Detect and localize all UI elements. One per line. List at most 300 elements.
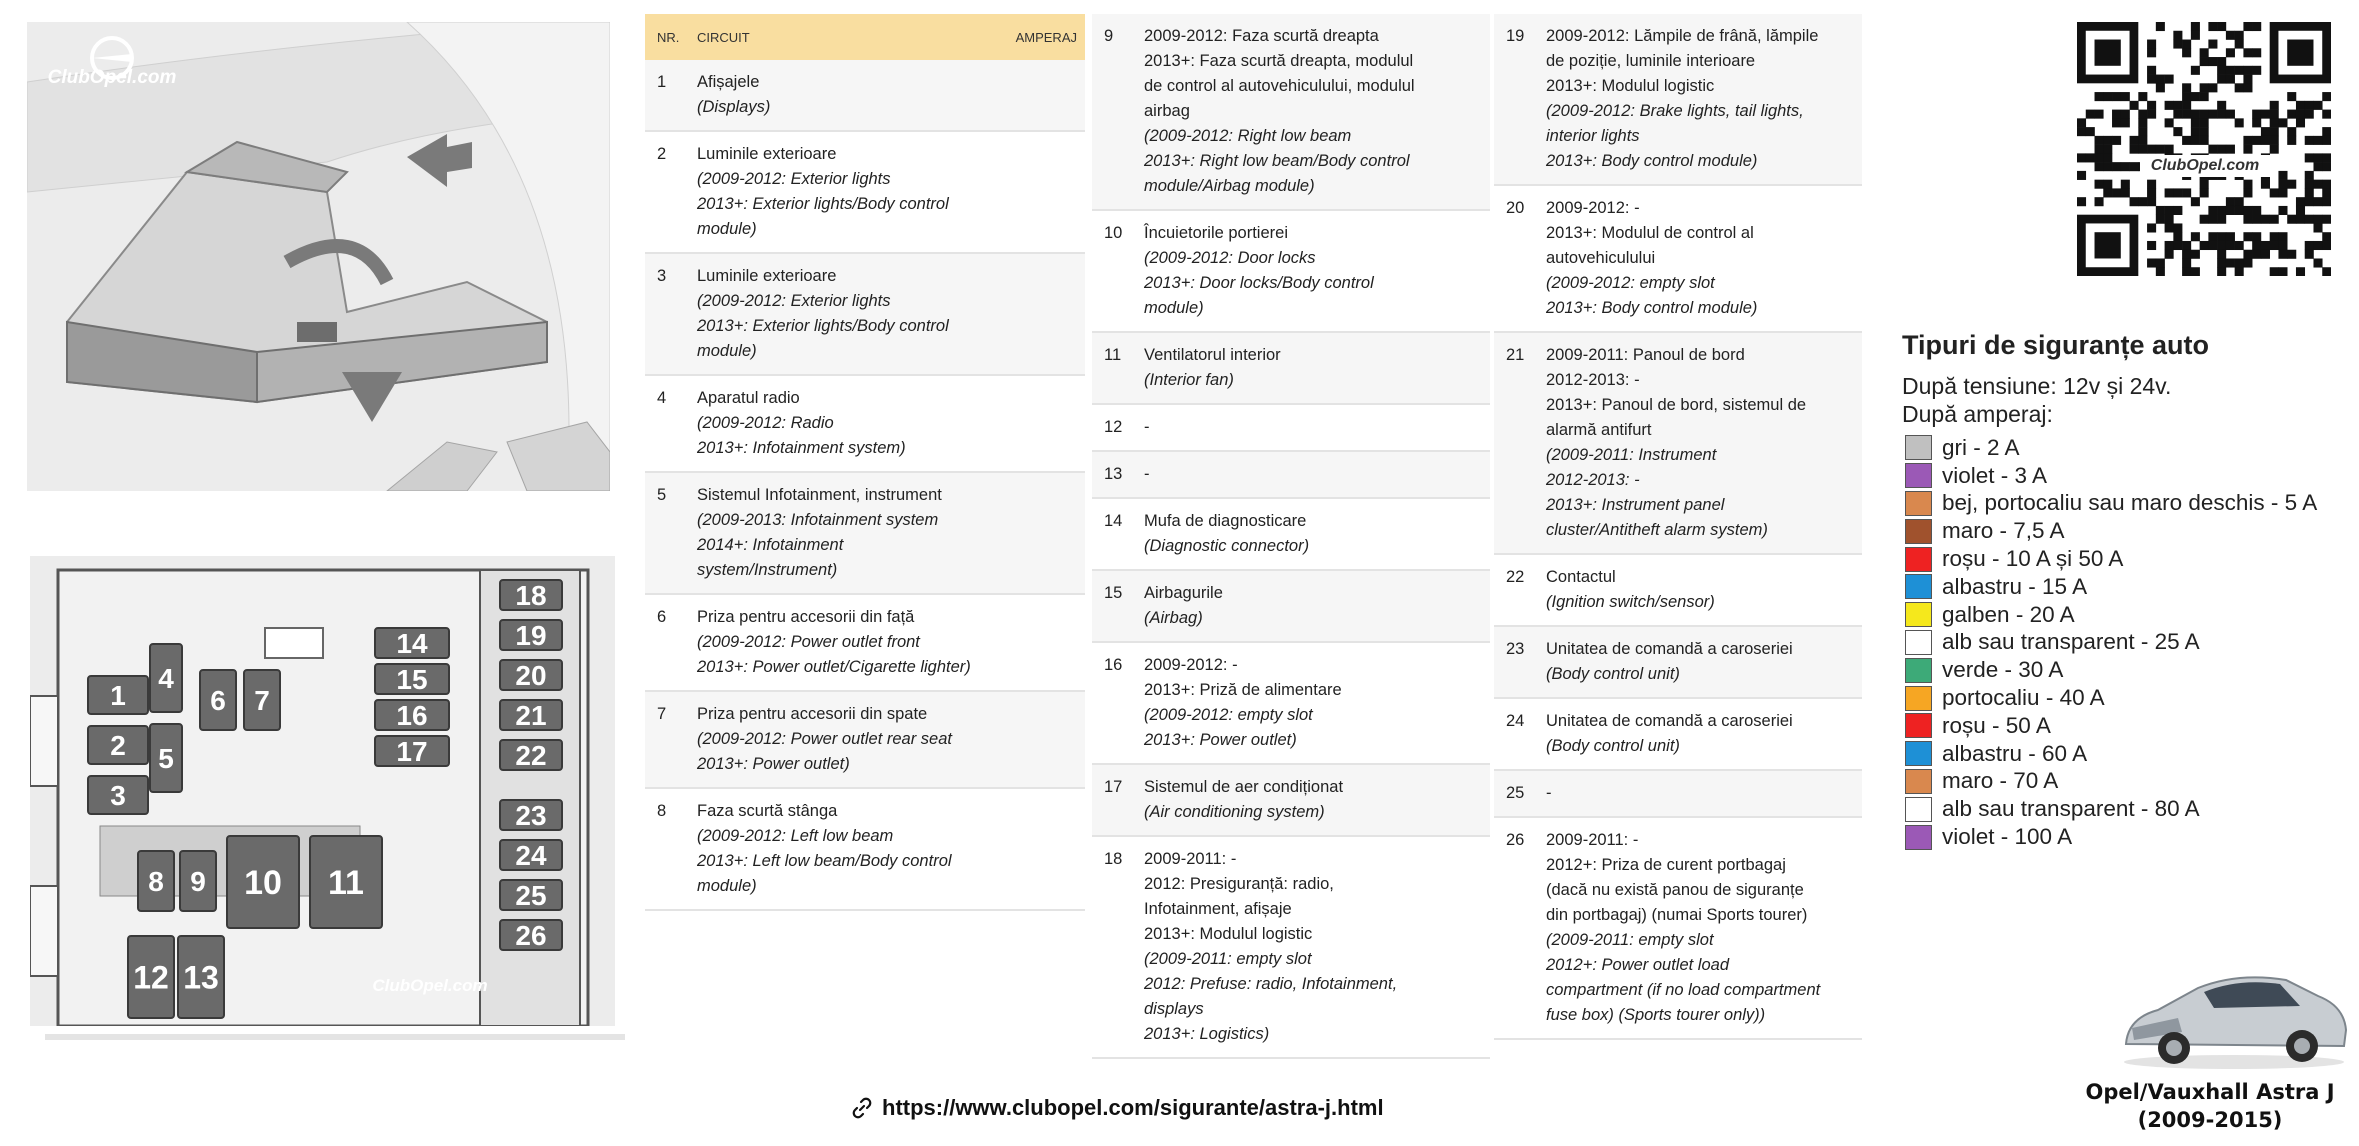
legend-amperage: 15 A bbox=[2042, 573, 2088, 599]
fuse-label: 6 bbox=[210, 685, 226, 717]
fuse-label: 4 bbox=[158, 663, 174, 695]
circuit-description: Priza pentru accesorii din spate bbox=[697, 705, 928, 723]
fuse-label: 3 bbox=[110, 780, 126, 812]
circuit-description: Sistemul Infotainment, instrument bbox=[697, 486, 942, 504]
dashboard-drawing bbox=[27, 22, 610, 491]
fuse-slot bbox=[500, 620, 562, 651]
fuse-number: 1 bbox=[657, 73, 667, 91]
legend-title: Tipuri de siguranțe auto bbox=[1902, 330, 2210, 360]
circuit-translation: (2009-2012: Right low beam bbox=[1144, 127, 1352, 145]
circuit-translation: 2013+: Infotainment system) bbox=[697, 439, 906, 457]
circuit-translation: 2013+: Door locks/Body control bbox=[1144, 274, 1374, 292]
legend-amperage: 5 A bbox=[2284, 490, 2318, 516]
fuse-row bbox=[1494, 333, 1862, 555]
circuit-description: 2012: Presiguranță: radio, bbox=[1144, 875, 1334, 893]
color-swatch bbox=[1905, 658, 1932, 683]
circuit-description: 2012-2013: - bbox=[1546, 371, 1640, 389]
circuit-description: 2009-2012: - bbox=[1144, 656, 1238, 674]
fuse-label: 17 bbox=[396, 736, 428, 768]
fuse-label: 7 bbox=[254, 685, 270, 717]
legend-separator: - bbox=[2009, 601, 2030, 627]
fuse-label: 2 bbox=[110, 730, 126, 762]
legend-color-name: roșu bbox=[1942, 546, 1986, 572]
legend-item bbox=[1905, 795, 2317, 823]
circuit-description: alarmă antifurt bbox=[1546, 421, 1652, 439]
fuse-row bbox=[1092, 405, 1490, 452]
fuse-circuit bbox=[697, 376, 1085, 471]
color-swatch bbox=[1905, 574, 1932, 599]
legend-item bbox=[1905, 573, 2317, 601]
legend-separator: - bbox=[1998, 657, 2019, 683]
fuse-circuit bbox=[1546, 818, 1862, 1038]
fuse-number: 25 bbox=[1506, 784, 1525, 802]
circuit-description: autovehiculului bbox=[1546, 249, 1656, 267]
color-swatch bbox=[1905, 797, 1932, 822]
fuse-row bbox=[1092, 333, 1490, 405]
diagram-watermark: ClubOpel.com bbox=[372, 976, 488, 995]
fuse-number: 12 bbox=[1104, 418, 1123, 436]
fuse-label: 22 bbox=[515, 740, 547, 772]
fuse-number: 21 bbox=[1506, 346, 1525, 364]
circuit-description: Infotainment, afișaje bbox=[1144, 900, 1292, 918]
car-model-years: (2009-2015) bbox=[2137, 1108, 2283, 1132]
circuit-translation: (2009-2012: Exterior lights bbox=[697, 292, 891, 310]
circuit-translation: 2013+: Exterior lights/Body control bbox=[697, 317, 949, 335]
circuit-description: Mufa de diagnosticare bbox=[1144, 512, 1307, 530]
legend-color-name: albastru bbox=[1942, 740, 2023, 766]
fuse-row bbox=[1494, 14, 1862, 186]
fuse-circuit bbox=[1144, 765, 1490, 835]
color-swatch bbox=[1905, 602, 1932, 627]
circuit-translation: 2014+: Infotainment bbox=[697, 536, 844, 554]
circuit-translation: 2013+: Exterior lights/Body control bbox=[697, 195, 949, 213]
fuse-slot bbox=[500, 700, 562, 731]
fuse-circuit bbox=[1144, 571, 1490, 641]
circuit-translation: (2009-2012: empty slot bbox=[1546, 274, 1715, 292]
color-swatch bbox=[1905, 769, 1932, 794]
fuse-slot bbox=[88, 776, 148, 814]
circuit-description: 2013+: Modulul de control al bbox=[1546, 224, 1754, 242]
legend-amperage: 25 A bbox=[2154, 629, 2200, 655]
fuse-number: 9 bbox=[1104, 27, 1114, 45]
circuit-translation: (2009-2012: Left low beam bbox=[697, 827, 894, 845]
circuit-translation: (Ignition switch/sensor) bbox=[1546, 593, 1715, 611]
fuse-slot bbox=[150, 724, 182, 792]
fuse-color-legend bbox=[1905, 434, 2317, 851]
legend-color-name: alb sau transparent bbox=[1942, 796, 2135, 822]
fuse-slot bbox=[375, 736, 449, 767]
color-swatch bbox=[1905, 825, 1932, 850]
circuit-translation: 2013+: Body control module) bbox=[1546, 152, 1758, 170]
legend-amperage: 7,5 A bbox=[2013, 518, 2065, 544]
fuse-circuit bbox=[1546, 333, 1862, 553]
legend-item bbox=[1905, 601, 2317, 629]
circuit-description: Aparatul radio bbox=[697, 389, 800, 407]
fuse-circuit bbox=[697, 692, 1085, 787]
fuse-row bbox=[645, 595, 1085, 692]
fuse-slot bbox=[180, 851, 216, 911]
legend-separator: - bbox=[2264, 490, 2285, 516]
fuse-number: 15 bbox=[1104, 584, 1123, 602]
circuit-translation: 2013+: Instrument panel bbox=[1546, 496, 1725, 514]
legend-item bbox=[1905, 490, 2317, 518]
fuse-row bbox=[645, 789, 1085, 911]
legend-separator: - bbox=[2022, 573, 2043, 599]
fuse-circuit bbox=[697, 60, 1085, 130]
fuse-slot bbox=[500, 880, 562, 911]
legend-amperage-heading: După amperaj: bbox=[1902, 401, 2053, 427]
fuse-label: 11 bbox=[328, 864, 364, 903]
fuse-slot bbox=[150, 644, 182, 712]
fuse-row bbox=[1092, 643, 1490, 765]
legend-amperage: 80 A bbox=[2154, 796, 2200, 822]
fuse-table-column-1 bbox=[645, 14, 1085, 911]
fuse-label: 20 bbox=[515, 660, 547, 692]
fuse-row bbox=[1494, 555, 1862, 627]
legend-item bbox=[1905, 712, 2317, 740]
circuit-description: Faza scurtă stânga bbox=[697, 802, 838, 820]
fuse-slot bbox=[310, 836, 382, 928]
circuit-description: 2013+: Modulul logistic bbox=[1144, 925, 1313, 943]
circuit-translation: interior lights bbox=[1546, 127, 1640, 145]
fuse-number: 16 bbox=[1104, 656, 1123, 674]
circuit-translation: (Interior fan) bbox=[1144, 371, 1234, 389]
fuse-circuit bbox=[1546, 771, 1862, 816]
fuse-slot bbox=[138, 851, 174, 911]
circuit-translation: 2012-2013: - bbox=[1546, 471, 1640, 489]
circuit-translation: 2012: Prefuse: radio, Infotainment, bbox=[1144, 975, 1398, 993]
fuse-slot bbox=[227, 836, 299, 928]
legend-separator: - bbox=[1993, 768, 2014, 794]
fuse-number: 4 bbox=[657, 389, 667, 407]
circuit-translation: system/Instrument) bbox=[697, 561, 838, 579]
fuse-circuit bbox=[1144, 452, 1490, 497]
color-swatch bbox=[1905, 435, 1932, 460]
circuit-description: de poziție, luminile interioare bbox=[1546, 52, 1756, 70]
qr-code[interactable] bbox=[2077, 22, 2331, 276]
fuse-number: 8 bbox=[657, 802, 667, 820]
circuit-translation: 2013+: Power outlet) bbox=[1144, 731, 1297, 749]
circuit-translation: (Diagnostic connector) bbox=[1144, 537, 1310, 555]
circuit-description: - bbox=[1546, 784, 1552, 802]
circuit-description: (dacă nu există panou de siguranțe bbox=[1546, 881, 1804, 899]
fuse-box-location-illustration bbox=[27, 22, 610, 491]
legend-separator: - bbox=[2134, 629, 2155, 655]
fuse-slot bbox=[500, 580, 562, 611]
circuit-translation: (2009-2012: Door locks bbox=[1144, 249, 1316, 267]
fuse-slot bbox=[500, 660, 562, 691]
circuit-translation: displays bbox=[1144, 1000, 1204, 1018]
fuse-circuit bbox=[1546, 186, 1862, 331]
legend-item bbox=[1905, 684, 2317, 712]
legend-item bbox=[1905, 823, 2317, 851]
circuit-description: de control al autovehiculului, modulul bbox=[1144, 77, 1415, 95]
circuit-description: 2009-2011: - bbox=[1144, 850, 1237, 868]
fuse-number: 19 bbox=[1506, 27, 1525, 45]
legend-amperage: 50 A bbox=[2005, 712, 2051, 738]
legend-separator: - bbox=[2039, 685, 2060, 711]
fuse-label: 5 bbox=[158, 743, 174, 775]
circuit-translation: (2009-2012: Radio bbox=[697, 414, 834, 432]
circuit-translation: (2009-2011: empty slot bbox=[1144, 950, 1312, 968]
legend-separator: - bbox=[1993, 518, 2014, 544]
source-link[interactable] bbox=[850, 1095, 1384, 1121]
color-swatch bbox=[1905, 463, 1932, 488]
fuse-circuit bbox=[1144, 643, 1490, 763]
fuse-circuit bbox=[697, 595, 1085, 690]
fuse-row bbox=[645, 254, 1085, 376]
legend-item bbox=[1905, 768, 2317, 796]
color-swatch bbox=[1905, 547, 1932, 572]
circuit-translation: (Air conditioning system) bbox=[1144, 803, 1325, 821]
circuit-description: Priza pentru accesorii din față bbox=[697, 608, 915, 626]
fuse-slot bbox=[500, 840, 562, 871]
fuse-number: 5 bbox=[657, 486, 667, 504]
legend-separator: - bbox=[1994, 462, 2015, 488]
fuse-number: 6 bbox=[657, 608, 667, 626]
fuse-label: 16 bbox=[396, 700, 428, 732]
legend-color-name: violet bbox=[1942, 824, 1995, 850]
circuit-translation: 2013+: Power outlet/Cigarette lighter) bbox=[697, 658, 971, 676]
circuit-description: airbag bbox=[1144, 102, 1190, 120]
legend-color-name: roșu bbox=[1942, 712, 1986, 738]
fuse-circuit bbox=[1546, 699, 1862, 769]
fuse-circuit bbox=[697, 254, 1085, 374]
circuit-translation: fuse box) (Sports tourer only)) bbox=[1546, 1006, 1766, 1024]
circuit-translation: (2009-2011: Instrument bbox=[1546, 446, 1717, 464]
legend-item bbox=[1905, 462, 2317, 490]
legend-amperage: 100 A bbox=[2014, 824, 2073, 850]
legend-item bbox=[1905, 545, 2317, 573]
circuit-description: Unitatea de comandă a caroseriei bbox=[1546, 712, 1793, 730]
circuit-description: 2013+: Priză de alimentare bbox=[1144, 681, 1342, 699]
legend-voltage: După tensiune: 12v și 24v. bbox=[1902, 373, 2172, 399]
legend-color-name: bej, portocaliu sau maro deschis bbox=[1942, 490, 2265, 516]
table-header bbox=[645, 14, 1085, 60]
fuse-number: 11 bbox=[1104, 346, 1122, 364]
legend-item bbox=[1905, 629, 2317, 657]
circuit-description: - bbox=[1144, 418, 1150, 436]
circuit-translation: cluster/Antitheft alarm system) bbox=[1546, 521, 1768, 539]
color-swatch bbox=[1905, 686, 1932, 711]
circuit-translation: (2009-2012: Power outlet front bbox=[697, 633, 920, 651]
fuse-circuit bbox=[697, 473, 1085, 593]
fuse-slot bbox=[244, 670, 280, 730]
legend-color-name: portocaliu bbox=[1942, 685, 2040, 711]
fuse-slot bbox=[200, 670, 236, 730]
circuit-translation: (2009-2012: empty slot bbox=[1144, 706, 1313, 724]
header-amperage: AMPERAJ bbox=[1015, 29, 1077, 45]
fuse-circuit bbox=[1144, 211, 1490, 331]
qr-code-image bbox=[2077, 22, 2331, 276]
legend-separator: - bbox=[2134, 796, 2155, 822]
fuse-row bbox=[1092, 499, 1490, 571]
circuit-translation: 2013+: Power outlet) bbox=[697, 755, 850, 773]
fuse-number: 10 bbox=[1104, 224, 1123, 242]
fuse-label: 14 bbox=[396, 628, 428, 660]
fuse-table-column-2 bbox=[1092, 14, 1490, 1059]
header-circuit: CIRCUIT bbox=[697, 29, 750, 45]
legend-color-name: alb sau transparent bbox=[1942, 629, 2135, 655]
fuse-number: 23 bbox=[1506, 640, 1525, 658]
circuit-description: din portbagaj) (numai Sports tourer) bbox=[1546, 906, 1808, 924]
fuse-label: 9 bbox=[190, 866, 206, 898]
circuit-translation: (2009-2012: Brake lights, tail lights, bbox=[1546, 102, 1804, 120]
fuse-slot bbox=[375, 664, 449, 695]
fuse-label: 26 bbox=[515, 920, 547, 952]
legend-color-name: maro bbox=[1942, 768, 1994, 794]
circuit-translation: 2013+: Logistics) bbox=[1144, 1025, 1270, 1043]
fuse-circuit bbox=[1546, 627, 1862, 697]
legend-separator: - bbox=[1994, 824, 2015, 850]
circuit-description: Sistemul de aer condiționat bbox=[1144, 778, 1344, 796]
circuit-description: Luminile exterioare bbox=[697, 145, 837, 163]
circuit-description: Luminile exterioare bbox=[697, 267, 837, 285]
legend-color-name: violet bbox=[1942, 462, 1995, 488]
fuse-row bbox=[1092, 765, 1490, 837]
circuit-description: Ventilatorul interior bbox=[1144, 346, 1281, 364]
circuit-description: 2012+: Priza de curent portbagaj bbox=[1546, 856, 1786, 874]
fuse-number: 24 bbox=[1506, 712, 1525, 730]
circuit-translation: (Displays) bbox=[697, 98, 771, 116]
fuse-label: 10 bbox=[244, 864, 282, 903]
circuit-description: Contactul bbox=[1546, 568, 1616, 586]
legend-color-name: maro bbox=[1942, 518, 1994, 544]
color-swatch bbox=[1905, 491, 1932, 516]
circuit-description: - bbox=[1144, 465, 1150, 483]
fuse-circuit bbox=[1144, 333, 1490, 403]
fuse-row bbox=[645, 473, 1085, 595]
fuse-row bbox=[1092, 837, 1490, 1059]
fuse-number: 3 bbox=[657, 267, 667, 285]
fuse-number: 20 bbox=[1506, 199, 1525, 217]
fuse-row bbox=[1092, 211, 1490, 333]
circuit-translation: (Body control unit) bbox=[1546, 665, 1680, 683]
fuse-label: 1 bbox=[110, 680, 126, 712]
circuit-translation: (2009-2012: Exterior lights bbox=[697, 170, 891, 188]
circuit-translation: (2009-2012: Power outlet rear seat bbox=[697, 730, 952, 748]
fuse-slot bbox=[500, 920, 562, 951]
fuse-number: 17 bbox=[1104, 778, 1123, 796]
fuse-label: 15 bbox=[396, 664, 428, 696]
legend-amperage: 10 A și 50 A bbox=[2005, 546, 2124, 572]
circuit-translation: (2009-2011: empty slot bbox=[1546, 931, 1714, 949]
fuse-table-column-3 bbox=[1494, 14, 1862, 1040]
fuse-row bbox=[1494, 771, 1862, 818]
circuit-description: 2009-2011: Panoul de bord bbox=[1546, 346, 1745, 364]
fuse-label: 24 bbox=[515, 840, 547, 872]
legend-color-name: gri bbox=[1942, 434, 1968, 460]
qr-label: ClubOpel.com bbox=[2140, 155, 2270, 177]
fuse-circuit bbox=[1144, 14, 1490, 209]
legend-item bbox=[1905, 656, 2317, 684]
color-swatch bbox=[1905, 519, 1932, 544]
legend-separator: - bbox=[1985, 546, 2006, 572]
legend-amperage: 2 A bbox=[1987, 434, 2020, 460]
fuse-slot bbox=[88, 676, 148, 714]
legend-separator: - bbox=[2022, 740, 2043, 766]
circuit-description: 2013+: Faza scurtă dreapta, modulul bbox=[1144, 52, 1414, 70]
fuse-row bbox=[1092, 14, 1490, 211]
legend-amperage: 40 A bbox=[2059, 685, 2105, 711]
fuse-slot bbox=[375, 628, 449, 659]
fuse-circuit bbox=[1546, 555, 1862, 625]
circuit-translation: (Airbag) bbox=[1144, 609, 1203, 627]
car-illustration bbox=[2118, 966, 2350, 1072]
fuse-number: 7 bbox=[657, 705, 667, 723]
fuse-circuit bbox=[1144, 499, 1490, 569]
fuse-slot bbox=[178, 936, 224, 1018]
fuse-number: 18 bbox=[1104, 850, 1123, 868]
circuit-description: Încuietorile portierei bbox=[1144, 224, 1288, 242]
circuit-translation: (Body control unit) bbox=[1546, 737, 1680, 755]
legend-amperage: 70 A bbox=[2013, 768, 2059, 794]
fuse-row bbox=[1494, 186, 1862, 333]
circuit-translation: 2013+: Left low beam/Body control bbox=[697, 852, 952, 870]
source-url[interactable]: https://www.clubopel.com/sigurante/astra-j.html bbox=[882, 1095, 1384, 1120]
fuse-slot bbox=[88, 726, 148, 764]
fuse-number: 2 bbox=[657, 145, 667, 163]
legend-color-name: verde bbox=[1942, 657, 1999, 683]
fuse-circuit bbox=[1144, 837, 1490, 1057]
circuit-translation: 2013+: Right low beam/Body control bbox=[1144, 152, 1410, 170]
legend-amperage: 3 A bbox=[2014, 462, 2048, 488]
legend-color-name: albastru bbox=[1942, 573, 2023, 599]
fuse-label: 12 bbox=[133, 959, 169, 996]
photo-watermark: ClubOpel.com bbox=[47, 67, 177, 88]
circuit-translation: (2009-2013: Infotainment system bbox=[697, 511, 939, 529]
circuit-description: 2009-2012: Faza scurtă dreapta bbox=[1144, 27, 1379, 45]
fuse-circuit bbox=[697, 132, 1085, 252]
car-model-title bbox=[2070, 1078, 2350, 1134]
circuit-description: Airbagurile bbox=[1144, 584, 1223, 602]
fuse-row bbox=[1092, 452, 1490, 499]
fuse-label: 21 bbox=[515, 700, 547, 732]
fuse-label: 23 bbox=[515, 800, 547, 832]
color-swatch bbox=[1905, 713, 1932, 738]
circuit-translation: module) bbox=[1144, 299, 1204, 317]
circuit-description: Afișajele bbox=[697, 73, 760, 91]
circuit-description: 2009-2012: Lămpile de frână, lămpile bbox=[1546, 27, 1819, 45]
fuse-label: 13 bbox=[183, 959, 219, 996]
car-model-name: Opel/Vauxhall Astra J bbox=[2085, 1080, 2335, 1104]
car-drawing bbox=[2118, 966, 2350, 1072]
legend-item bbox=[1905, 517, 2317, 545]
fuse-number: 14 bbox=[1104, 512, 1123, 530]
fuse-row bbox=[645, 60, 1085, 132]
color-swatch bbox=[1905, 741, 1932, 766]
header-nr: NR. bbox=[657, 29, 680, 45]
link-icon bbox=[850, 1096, 874, 1120]
circuit-description: Unitatea de comandă a caroseriei bbox=[1546, 640, 1793, 658]
fuse-row bbox=[1494, 699, 1862, 771]
fuse-number: 26 bbox=[1506, 831, 1525, 849]
circuit-translation: module) bbox=[697, 342, 757, 360]
fuse-row bbox=[1494, 818, 1862, 1040]
fuse-label: 8 bbox=[148, 866, 164, 898]
fuse-slot bbox=[128, 936, 174, 1018]
legend-amperage: 60 A bbox=[2042, 740, 2088, 766]
fuse-row bbox=[645, 376, 1085, 473]
fuse-slot bbox=[500, 740, 562, 771]
fuse-row bbox=[1092, 571, 1490, 643]
color-swatch bbox=[1905, 630, 1932, 655]
fuse-row bbox=[645, 132, 1085, 254]
fuse-box-diagram bbox=[30, 556, 615, 1026]
circuit-description: 2013+: Modulul logistic bbox=[1546, 77, 1715, 95]
circuit-translation: compartment (if no load compartment bbox=[1546, 981, 1821, 999]
fuse-slot bbox=[500, 800, 562, 831]
